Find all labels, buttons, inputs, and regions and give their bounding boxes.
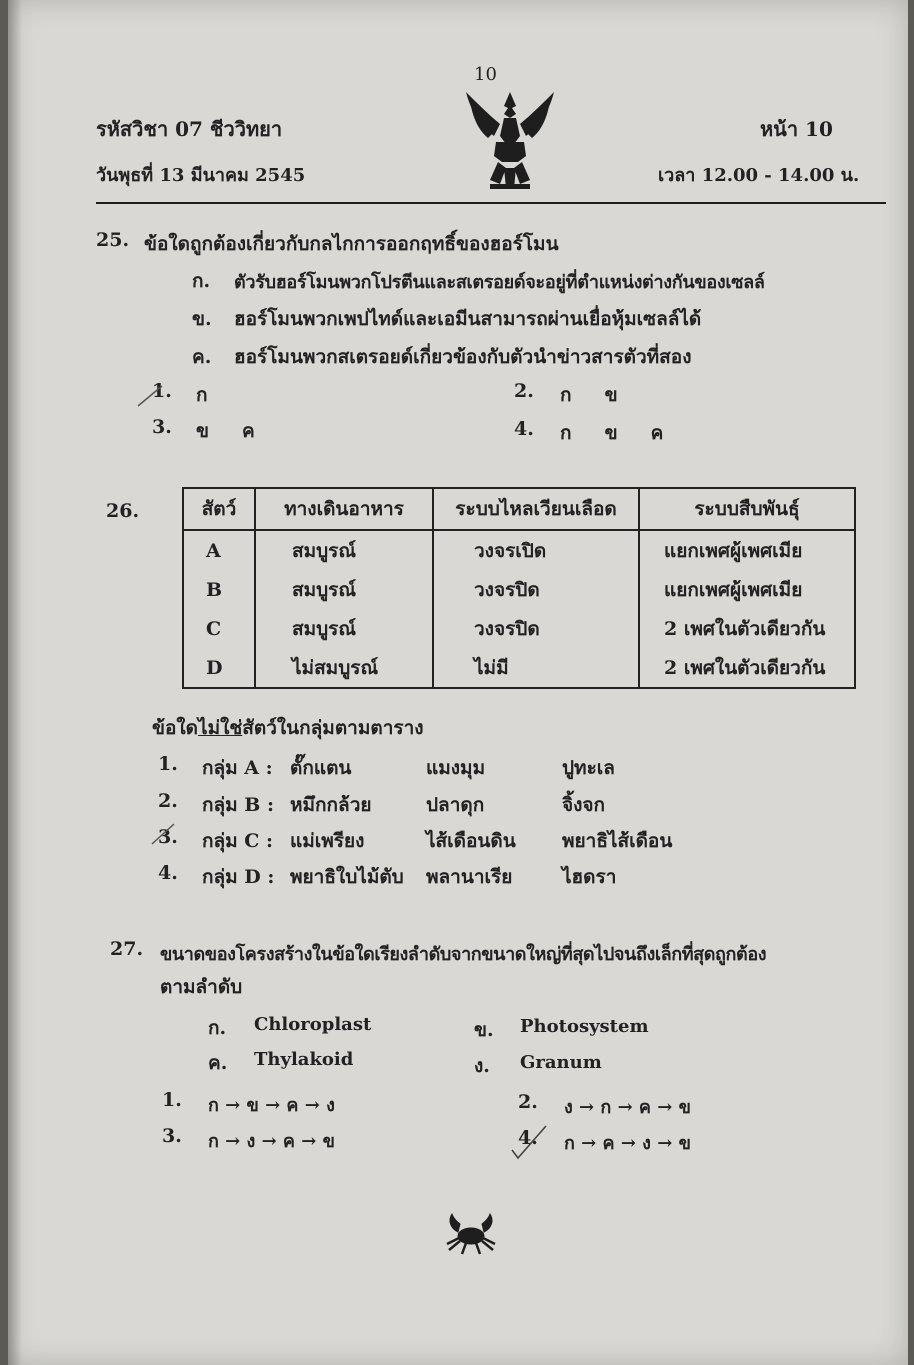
table-cell: 2 เพศในตัวเดียวกัน xyxy=(639,648,855,688)
table-cell: สมบูรณ์ xyxy=(255,530,433,570)
q25-number: 25. xyxy=(96,229,130,251)
q27-item-label: ค. xyxy=(208,1052,228,1074)
q26-choice-animal: ไส้เดือนดิน xyxy=(426,830,516,852)
q25-statement-text: ตัวรับฮอร์โมนพวกโปรตีนและสเตรอยด์จะอยู่ที่ตำแหน่งต่างกันของเซลล์ xyxy=(234,272,765,293)
q26-choice-animal: หมึกกล้วย xyxy=(290,794,372,816)
subject-code: รหัสวิชา 07 ชีววิทยา xyxy=(96,117,283,141)
header-divider xyxy=(96,202,886,204)
q26-choice-animal: ปูทะเล xyxy=(562,757,615,779)
q27-item-text: Thylakoid xyxy=(254,1049,354,1070)
page-mark: 10 xyxy=(474,64,497,85)
q27-choice-number: 2. xyxy=(518,1091,538,1113)
exam-time: เวลา 12.00 - 14.00 น. xyxy=(658,165,860,186)
crab-emblem-icon xyxy=(444,1212,498,1256)
q26-choice-group: กลุ่ม D : xyxy=(202,866,275,888)
q25-choice-text: ก ข ค xyxy=(560,422,664,444)
table-cell: 2 เพศในตัวเดียวกัน xyxy=(639,609,855,648)
q27-choice-text: ก → ข → ค → ง xyxy=(208,1095,335,1116)
q26-choice-animal: ปลาดุก xyxy=(426,794,485,816)
q25-choice-text: ก xyxy=(196,384,208,406)
q25-choice-number: 1. xyxy=(152,380,172,402)
q26-choice-number: 4. xyxy=(158,862,178,884)
table-cell: A xyxy=(183,530,255,570)
q27-choice-text: ก → ง → ค → ข xyxy=(208,1131,335,1152)
q26-choice-animal: พยาธิใบไม้ตับ xyxy=(290,866,404,888)
table-row xyxy=(183,648,855,688)
table-cell: วงจรปิด xyxy=(433,609,639,648)
q26-choice-group: กลุ่ม A : xyxy=(202,757,273,779)
exam-page xyxy=(8,0,908,1365)
q27-question-line2: ตามลำดับ xyxy=(160,976,243,998)
table-cell: ไม่มี xyxy=(433,648,639,688)
q25-choice-text: ก ข xyxy=(560,384,618,406)
q27-item-text: Chloroplast xyxy=(254,1014,372,1035)
table-cell: สมบูรณ์ xyxy=(255,570,433,609)
q25-statement-label: ก. xyxy=(192,270,211,292)
table-cell: วงจรเปิด xyxy=(433,530,639,570)
table-header-row xyxy=(183,488,855,530)
table-header-cell: ระบบสืบพันธุ์ xyxy=(639,488,855,530)
page-label: หน้า 10 xyxy=(760,117,833,141)
q27-number: 27. xyxy=(110,938,144,960)
table-header-cell: สัตว์ xyxy=(183,488,255,530)
q26-choice-group: กลุ่ม B : xyxy=(202,794,274,816)
q26-choice-number: 3. xyxy=(158,826,178,848)
q27-question-line1: ขนาดของโครงสร้างในข้อใดเรียงลำดับจากขนาดใหญ่ที่สุดไปจนถึงเล็กที่สุดถูกต้อง xyxy=(160,944,767,965)
table-cell: ไม่สมบูรณ์ xyxy=(255,648,433,688)
q25-question: ข้อใดถูกต้องเกี่ยวกับกลไกการออกฤทธิ์ของฮอร์โมน xyxy=(144,233,559,255)
q25-statement-text: ฮอร์โมนพวกสเตรอยด์เกี่ยวข้องกับตัวนำข่าวสารตัวที่สอง xyxy=(234,346,692,368)
pencil-check-mark-icon xyxy=(504,1120,550,1162)
table-row xyxy=(183,570,855,609)
q26-choice-animal: พยาธิไส้เดือน xyxy=(562,830,673,852)
q26-question-underlined: ไม่ใช่ xyxy=(198,717,243,739)
q26-question-pre: ข้อใด xyxy=(152,717,199,739)
table-cell: สมบูรณ์ xyxy=(255,609,433,648)
q27-item-text: Granum xyxy=(520,1052,602,1073)
q26-choice-number: 2. xyxy=(158,790,178,812)
q26-table xyxy=(182,487,856,689)
q26-choice-animal: แมงมุม xyxy=(426,757,486,779)
table-header-cell: ระบบไหลเวียนเลือด xyxy=(433,488,639,530)
table-row xyxy=(183,530,855,570)
q27-item-label: ง. xyxy=(474,1055,490,1077)
q25-statement-label: ข. xyxy=(192,308,212,330)
q27-item-label: ก. xyxy=(208,1017,227,1039)
q26-question xyxy=(152,713,424,743)
q26-choice-group: กลุ่ม C : xyxy=(202,830,274,852)
q26-choice-animal: พลานาเรีย xyxy=(426,866,513,888)
table-row xyxy=(183,609,855,648)
table-cell: แยกเพศผู้เพศเมีย xyxy=(639,530,855,570)
table-cell: D xyxy=(183,648,255,688)
table-cell: C xyxy=(183,609,255,648)
q25-choice-number: 2. xyxy=(514,380,534,402)
q25-choice-number: 3. xyxy=(152,416,172,438)
q26-choice-animal: ตั๊กแตน xyxy=(290,757,352,779)
q26-number: 26. xyxy=(106,500,140,522)
exam-date: วันพุธที่ 13 มีนาคม 2545 xyxy=(96,165,306,186)
q25-statement-text: ฮอร์โมนพวกเพปไทด์และเอมีนสามารถผ่านเยื่อหุ้มเซลล์ได้ xyxy=(234,308,702,330)
q27-choice-text: ง → ก → ค → ข xyxy=(564,1097,691,1118)
q26-choice-animal: ไฮดรา xyxy=(562,866,617,888)
pencil-check-mark-icon xyxy=(136,380,166,410)
q27-choice-number: 4. xyxy=(518,1127,538,1149)
table-cell: วงจรปิด xyxy=(433,570,639,609)
table-cell: แยกเพศผู้เพศเมีย xyxy=(639,570,855,609)
table-cell: B xyxy=(183,570,255,609)
q25-statement-label: ค. xyxy=(192,346,212,368)
q27-choice-number: 1. xyxy=(162,1089,182,1111)
q25-choice-number: 4. xyxy=(514,418,534,440)
pencil-check-mark-icon xyxy=(148,820,178,850)
garuda-emblem-icon xyxy=(460,84,560,192)
q26-question-post: สัตว์ในกลุ่มตามตาราง xyxy=(242,717,424,739)
q26-choice-animal: แม่เพรียง xyxy=(290,830,365,852)
q27-item-label: ข. xyxy=(474,1019,494,1041)
table-header-cell: ทางเดินอาหาร xyxy=(255,488,433,530)
q26-choice-number: 1. xyxy=(158,753,178,775)
q27-choice-text: ก → ค → ง → ข xyxy=(564,1133,691,1154)
q25-choice-text: ข ค xyxy=(196,420,255,442)
q26-choice-animal: จิ้งจก xyxy=(562,794,606,816)
q27-item-text: Photosystem xyxy=(520,1016,649,1037)
q27-choice-number: 3. xyxy=(162,1125,182,1147)
